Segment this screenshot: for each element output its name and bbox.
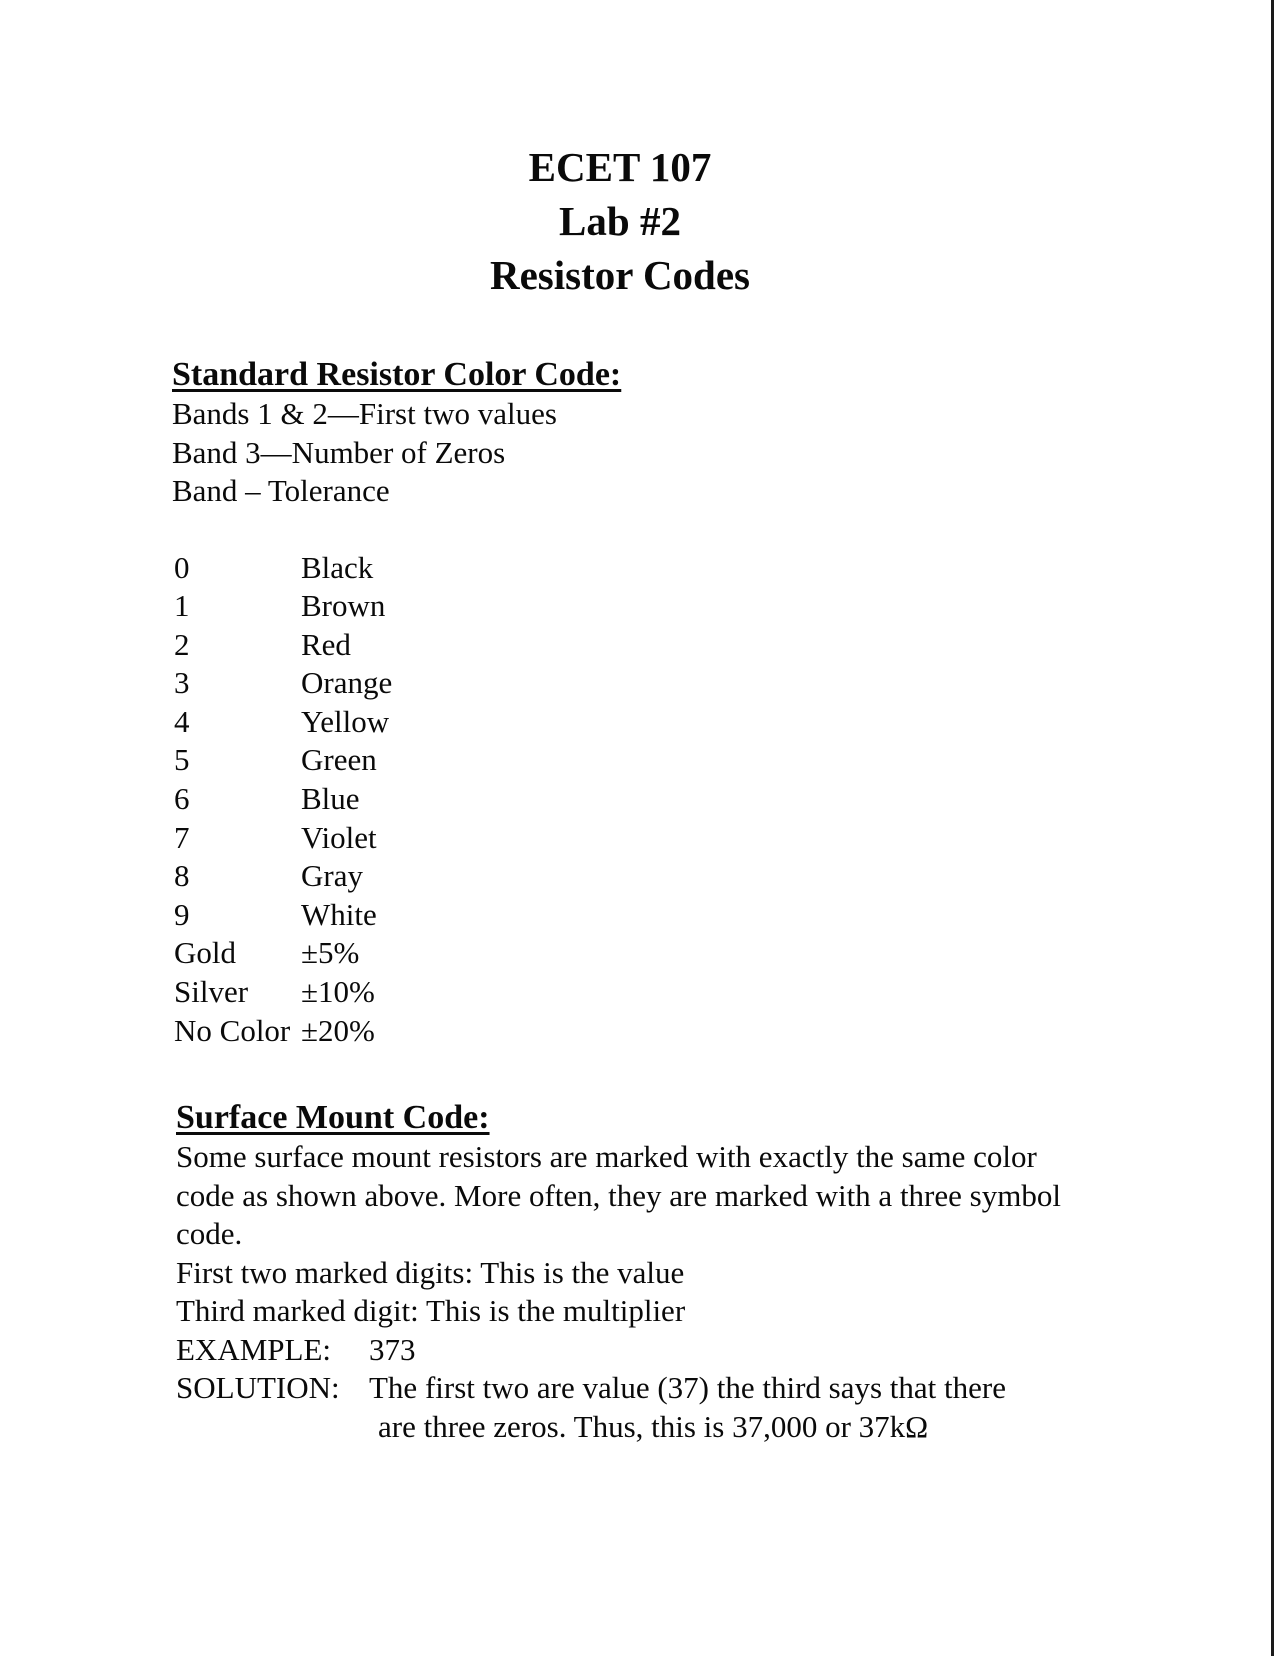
example-label: EXAMPLE: (176, 1331, 331, 1367)
surface-mount-section (176, 1098, 1096, 1446)
color-code-row (172, 973, 621, 1012)
color-code-row (172, 857, 621, 896)
scan-edge-line (1271, 0, 1274, 1656)
color-code-row (172, 664, 621, 703)
code-key: 5 (174, 742, 190, 778)
color-code-heading: Standard Resistor Color Code: (172, 356, 622, 393)
first-two-digits-note: First two marked digits: This is the value (176, 1254, 685, 1290)
code-value: Red (301, 626, 351, 662)
code-value: Blue (301, 781, 360, 817)
code-key: 2 (174, 626, 190, 662)
code-value: ±10% (301, 974, 375, 1010)
code-value: ±20% (301, 1012, 375, 1048)
third-digit-note: Third marked digit: This is the multiplier (176, 1293, 686, 1328)
color-code-note: Bands 1 & 2—First two values (172, 396, 557, 431)
color-code-note: Band – Tolerance (172, 473, 390, 508)
color-code-row (172, 896, 621, 935)
color-code-row (172, 741, 621, 780)
code-value: ±5% (301, 935, 360, 971)
code-key: No Color (174, 1012, 291, 1048)
code-key: 6 (174, 781, 190, 817)
lab-title: Lab #2 (559, 198, 681, 244)
code-value: Violet (301, 819, 377, 855)
color-code-table (172, 549, 621, 1051)
surface-mount-intro: Some surface mount resistors are marked with exactly the same color code as shown above. More often, they are marked with a three symbol code. (176, 1139, 1061, 1251)
color-code-row (172, 780, 621, 819)
course-title: ECET 107 (528, 144, 712, 190)
color-code-row (172, 703, 621, 742)
code-value: Orange (301, 665, 393, 701)
code-value: Black (301, 549, 374, 585)
color-code-row (172, 626, 621, 665)
document-title (0, 140, 1240, 302)
code-key: 7 (174, 819, 190, 855)
example-value: 373 (369, 1331, 416, 1367)
example-row (176, 1331, 1096, 1370)
code-key: 3 (174, 665, 190, 701)
code-key: 4 (174, 703, 190, 739)
topic-title: Resistor Codes (489, 252, 751, 298)
code-value: Brown (301, 588, 386, 624)
code-value: Gray (301, 858, 363, 894)
color-code-row (172, 1012, 621, 1051)
code-key: 9 (174, 896, 190, 932)
code-key: Gold (174, 935, 236, 971)
solution-line: are three zeros. Thus, this is 37,000 or 37kΩ (378, 1408, 929, 1444)
color-code-row (172, 934, 621, 973)
code-key: 0 (174, 549, 190, 585)
code-value: Yellow (301, 703, 390, 739)
solution-line: The first two are value (37) the third says that there (369, 1370, 1006, 1405)
color-code-row (172, 819, 621, 858)
code-key: 8 (174, 858, 190, 894)
solution-label: SOLUTION: (176, 1370, 340, 1405)
color-code-note: Band 3—Number of Zeros (172, 434, 506, 470)
code-key: Silver (174, 974, 249, 1010)
color-code-section (172, 355, 621, 1050)
code-value: Green (301, 742, 377, 778)
color-code-row (172, 549, 621, 588)
solution-text (369, 1369, 1069, 1446)
code-key: 1 (174, 588, 190, 624)
surface-mount-heading: Surface Mount Code: (176, 1099, 490, 1136)
code-value: White (301, 896, 377, 932)
color-code-row (172, 587, 621, 626)
solution-row (176, 1369, 1096, 1446)
